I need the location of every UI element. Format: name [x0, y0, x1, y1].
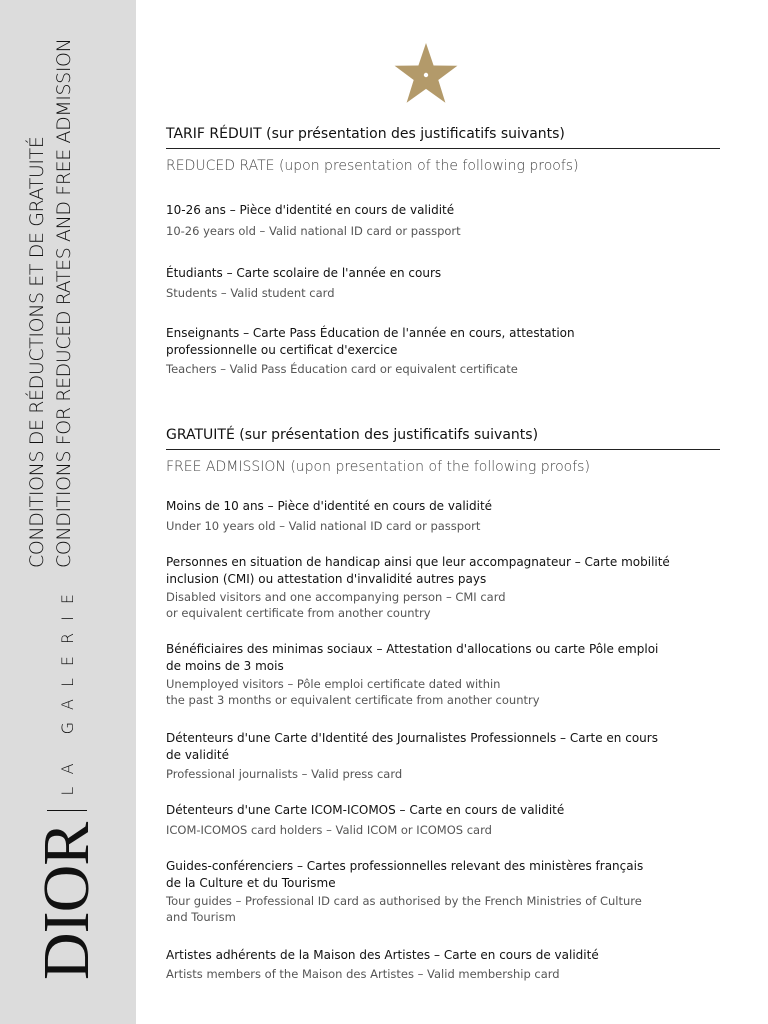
list-item	[166, 802, 706, 838]
item-en: Disabled visitors and one accompanying person – CMI card or equivalent certificate from another country	[166, 590, 506, 620]
star-icon	[393, 42, 459, 104]
item-fr: Personnes en situation de handicap ainsi que leur accompagnateur – Carte mobilité inclusion (CMI) ou attestation d'invalidité autres pays	[166, 555, 670, 586]
list-item	[166, 265, 706, 301]
list-item	[166, 498, 706, 534]
logo-divider	[47, 810, 87, 811]
item-en: Artists members of the Maison des Artistes – Valid membership card	[166, 967, 560, 981]
dior-logo	[30, 582, 103, 980]
item-fr: Guides-conférenciers – Cartes professionnelles relevant des ministères français de la Culture et du Tourisme	[166, 859, 644, 890]
item-fr: Artistes adhérents de la Maison des Artistes – Carte en cours de validité	[166, 948, 599, 962]
item-fr: 10-26 ans – Pièce d'identité en cours de validité	[166, 203, 455, 217]
item-fr: Détenteurs d'une Carte ICOM-ICOMOS – Carte en cours de validité	[166, 803, 565, 817]
reduced-heading-fr: TARIF RÉDUIT (sur présentation des justificatifs suivants)	[166, 126, 720, 149]
item-en: Students – Valid student card	[166, 286, 335, 300]
sidebar	[0, 0, 136, 1024]
item-en: Professional journalists – Valid press card	[166, 767, 403, 781]
list-item	[166, 202, 706, 239]
item-en: Teachers – Valid Pass Éducation card or equivalent certificate	[166, 362, 518, 376]
list-item	[166, 325, 706, 377]
logo-galerie-text: LA GALERIE	[57, 582, 77, 796]
item-fr: Bénéficiaires des minimas sociaux – Attestation d'allocations ou carte Pôle emploi de moins de 3 mois	[166, 642, 659, 673]
free-heading-fr: GRATUITÉ (sur présentation des justificatifs suivants)	[166, 427, 720, 450]
page-title	[24, 39, 78, 568]
item-en: Unemployed visitors – Pôle emploi certificate dated within the past 3 months or equivalent certificate from another country	[166, 677, 540, 707]
list-item	[166, 730, 706, 782]
reduced-heading-en: REDUCED RATE (upon presentation of the following proofs)	[166, 158, 579, 174]
list-item	[166, 554, 706, 621]
list-item	[166, 858, 706, 925]
item-en: Tour guides – Professional ID card as authorised by the French Ministries of Culture and Tourism	[166, 894, 642, 924]
item-fr: Enseignants – Carte Pass Éducation de l'année en cours, attestation professionnelle ou certificat d'exercice	[166, 326, 575, 357]
list-item	[166, 641, 706, 708]
item-fr: Étudiants – Carte scolaire de l'année en cours	[166, 266, 442, 280]
item-en: ICOM-ICOMOS card holders – Valid ICOM or ICOMOS card	[166, 823, 492, 837]
page-title-en: CONDITIONS FOR REDUCED RATES AND FREE ADMISSION	[53, 38, 75, 568]
item-en: Under 10 years old – Valid national ID card or passport	[166, 519, 481, 533]
logo-dior-text: DIOR	[30, 822, 103, 980]
page-title-fr: CONDITIONS DE RÉDUCTIONS ET DE GRATUITÉ	[26, 136, 48, 568]
item-en: 10-26 years old – Valid national ID card or passport	[166, 224, 461, 238]
item-fr: Moins de 10 ans – Pièce d'identité en cours de validité	[166, 499, 493, 513]
list-item	[166, 947, 706, 982]
free-heading-en: FREE ADMISSION (upon presentation of the following proofs)	[166, 459, 590, 475]
item-fr: Détenteurs d'une Carte d'Identité des Journalistes Professionnels – Carte en cours de validité	[166, 731, 658, 762]
